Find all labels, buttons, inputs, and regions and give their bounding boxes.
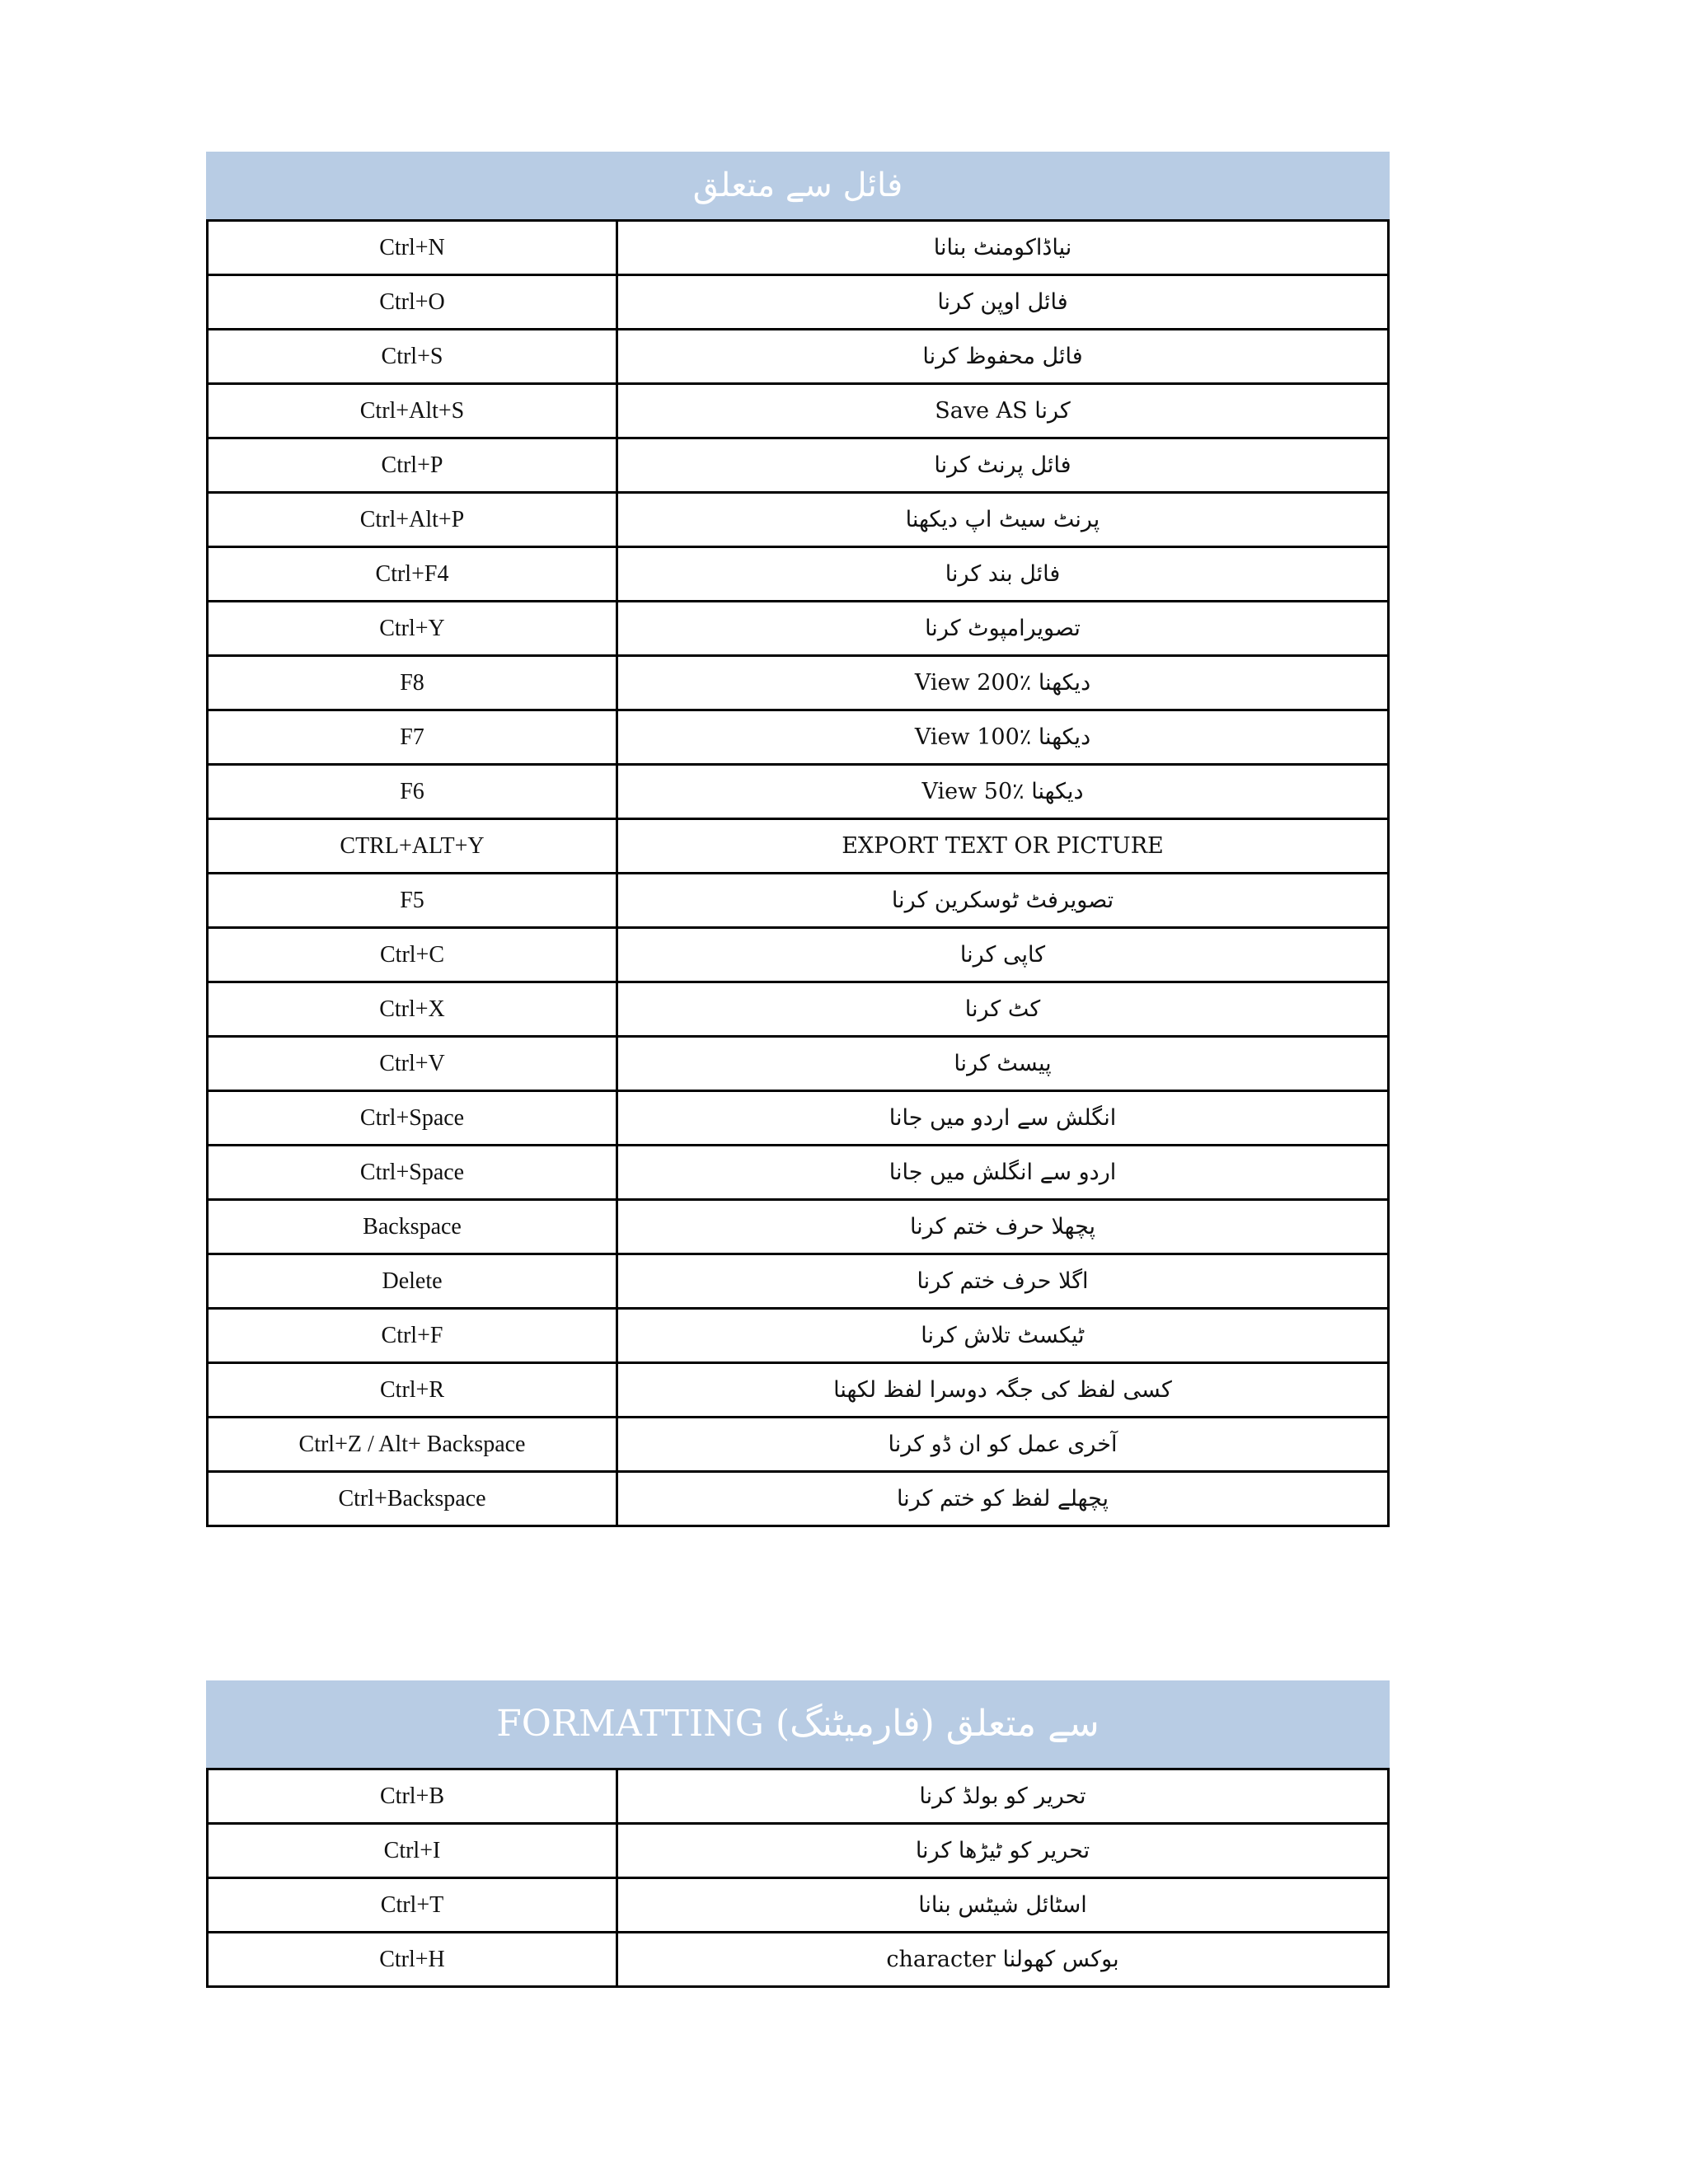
shortcut-key: Delete xyxy=(208,1254,617,1309)
table-row xyxy=(208,384,1389,438)
table-row xyxy=(208,221,1389,275)
shortcut-key: F7 xyxy=(208,710,617,765)
file-shortcuts-table xyxy=(206,219,1390,1527)
shortcut-description: View 50٪ دیکھنا xyxy=(617,765,1389,819)
table-row xyxy=(208,1146,1389,1200)
shortcut-description: پچھلے لفظ کو ختم کرنا xyxy=(617,1472,1389,1526)
formatting-shortcuts-table xyxy=(206,1768,1390,1988)
table-row xyxy=(208,275,1389,330)
shortcut-description: نیاڈاکومنٹ بنانا xyxy=(617,221,1389,275)
table-row xyxy=(208,1472,1389,1526)
shortcut-description: EXPORT TEXT OR PICTURE xyxy=(617,819,1389,874)
table-row xyxy=(208,602,1389,656)
shortcut-key: Ctrl+B xyxy=(208,1769,617,1824)
shortcut-key: F8 xyxy=(208,656,617,710)
shortcut-description: فائل پرنٹ کرنا xyxy=(617,438,1389,493)
shortcut-key: Ctrl+T xyxy=(208,1878,617,1933)
shortcut-description: character بوکس کھولنا xyxy=(617,1933,1389,1987)
shortcut-description: پچھلا حرف ختم کرنا xyxy=(617,1200,1389,1254)
table-row xyxy=(208,765,1389,819)
shortcut-description: اگلا حرف ختم کرنا xyxy=(617,1254,1389,1309)
table-row xyxy=(208,1037,1389,1091)
table-row xyxy=(208,1091,1389,1146)
shortcut-key: Ctrl+O xyxy=(208,275,617,330)
table-row xyxy=(208,1769,1389,1824)
formatting-shortcuts-body xyxy=(208,1769,1389,1987)
shortcut-key: Ctrl+F xyxy=(208,1309,617,1363)
table-row xyxy=(208,819,1389,874)
table-row xyxy=(208,710,1389,765)
shortcut-description: آخری عمل کو ان ڈو کرنا xyxy=(617,1418,1389,1472)
table-row xyxy=(208,874,1389,928)
shortcut-description: تصویرامپوٹ کرنا xyxy=(617,602,1389,656)
shortcut-description: فائل محفوظ کرنا xyxy=(617,330,1389,384)
shortcut-description: تحریر کو ٹیڑھا کرنا xyxy=(617,1824,1389,1878)
shortcut-key: Ctrl+X xyxy=(208,982,617,1037)
shortcut-description: View 200٪ دیکھنا xyxy=(617,656,1389,710)
table-row xyxy=(208,1200,1389,1254)
table-row xyxy=(208,656,1389,710)
shortcut-description: تحریر کو بولڈ کرنا xyxy=(617,1769,1389,1824)
shortcut-description: کاپی کرنا xyxy=(617,928,1389,982)
table-row xyxy=(208,547,1389,602)
table-row xyxy=(208,1309,1389,1363)
shortcut-description: کسی لفظ کی جگہ دوسرا لفظ لکھنا xyxy=(617,1363,1389,1418)
table-row xyxy=(208,1878,1389,1933)
table-row xyxy=(208,1363,1389,1418)
shortcut-key: Ctrl+Space xyxy=(208,1146,617,1200)
shortcut-key: Ctrl+Z / Alt+ Backspace xyxy=(208,1418,617,1472)
shortcut-key: Ctrl+V xyxy=(208,1037,617,1091)
shortcut-key: F6 xyxy=(208,765,617,819)
shortcut-key: Ctrl+C xyxy=(208,928,617,982)
shortcut-description: View 100٪ دیکھنا xyxy=(617,710,1389,765)
shortcut-description: پیسٹ کرنا xyxy=(617,1037,1389,1091)
shortcut-description: کٹ کرنا xyxy=(617,982,1389,1037)
shortcut-key: CTRL+ALT+Y xyxy=(208,819,617,874)
shortcut-key: Ctrl+Alt+P xyxy=(208,493,617,547)
file-shortcuts-section xyxy=(206,152,1390,1527)
table-row xyxy=(208,1418,1389,1472)
shortcut-description: اسٹائل شیٹس بنانا xyxy=(617,1878,1389,1933)
shortcut-description: فائل بند کرنا xyxy=(617,547,1389,602)
table-row xyxy=(208,1824,1389,1878)
shortcut-key: Ctrl+H xyxy=(208,1933,617,1987)
table-row xyxy=(208,1254,1389,1309)
shortcut-key: Ctrl+Alt+S xyxy=(208,384,617,438)
shortcut-description: ٹیکسٹ تلاش کرنا xyxy=(617,1309,1389,1363)
shortcut-description: Save AS کرنا xyxy=(617,384,1389,438)
shortcut-key: Ctrl+P xyxy=(208,438,617,493)
shortcut-description: پرنٹ سیٹ اپ دیکھنا xyxy=(617,493,1389,547)
shortcut-key: F5 xyxy=(208,874,617,928)
shortcut-key: Ctrl+N xyxy=(208,221,617,275)
shortcut-description: فائل اوپن کرنا xyxy=(617,275,1389,330)
table-row xyxy=(208,330,1389,384)
formatting-shortcuts-section xyxy=(206,1680,1390,1988)
shortcut-key: Ctrl+R xyxy=(208,1363,617,1418)
shortcut-key: Ctrl+S xyxy=(208,330,617,384)
shortcut-description: انگلش سے اردو میں جانا xyxy=(617,1091,1389,1146)
shortcut-description: تصویرفٹ ٹوسکرین کرنا xyxy=(617,874,1389,928)
file-section-title: فائل سے متعلق xyxy=(206,152,1390,219)
table-row xyxy=(208,982,1389,1037)
formatting-section-title: FORMATTING (فارمیٹنگ) سے متعلق xyxy=(206,1680,1390,1768)
shortcut-key: Backspace xyxy=(208,1200,617,1254)
shortcut-key: Ctrl+I xyxy=(208,1824,617,1878)
table-row xyxy=(208,438,1389,493)
shortcut-description: اردو سے انگلش میں جانا xyxy=(617,1146,1389,1200)
file-shortcuts-body xyxy=(208,221,1389,1526)
shortcut-key: Ctrl+Y xyxy=(208,602,617,656)
shortcut-key: Ctrl+F4 xyxy=(208,547,617,602)
shortcut-key: Ctrl+Space xyxy=(208,1091,617,1146)
table-row xyxy=(208,1933,1389,1987)
table-row xyxy=(208,493,1389,547)
shortcut-key: Ctrl+Backspace xyxy=(208,1472,617,1526)
table-row xyxy=(208,928,1389,982)
